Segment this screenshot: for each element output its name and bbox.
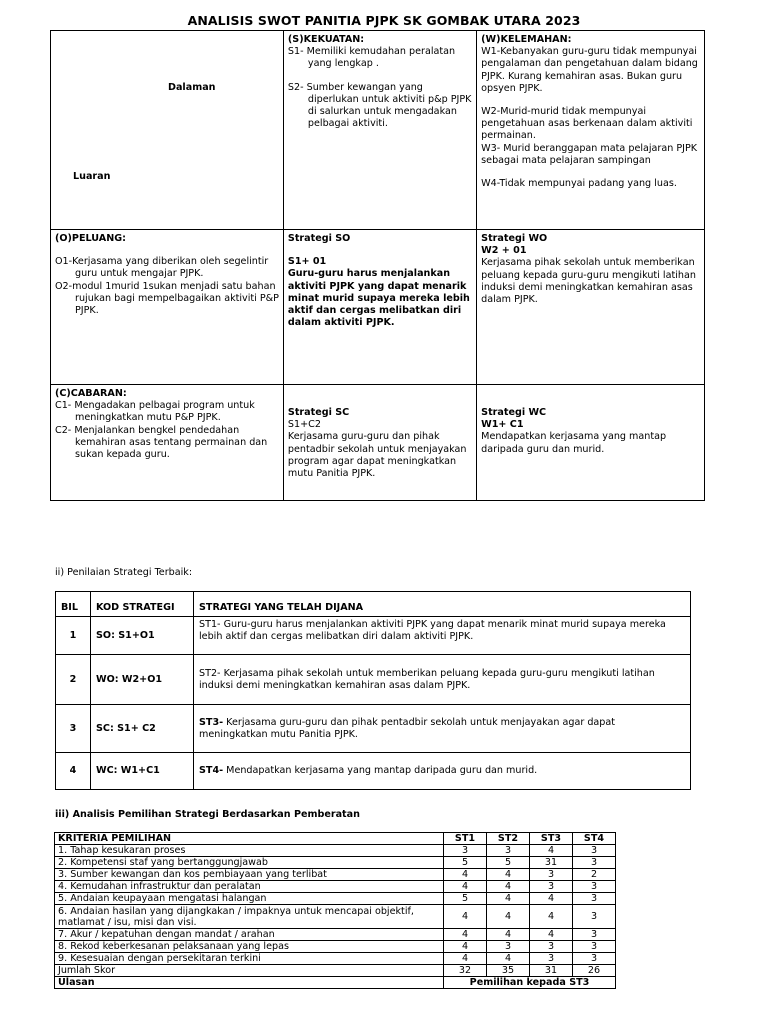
strengths-heading: (S)KEKUATAN (287, 34, 361, 45)
score-st4: 3 (573, 857, 616, 869)
row-kod: WO: W2+O1 (91, 655, 194, 705)
header-st2: ST2 (487, 833, 530, 845)
criteria-table (54, 832, 616, 989)
table-row (55, 893, 616, 905)
criteria-cell: 3. Sumber kewangan dan kos pembiayaan yang terlibat (55, 869, 444, 881)
swot-table (50, 30, 705, 501)
score-st1: 4 (444, 881, 487, 893)
weaknesses-cell: (W)KELEMAHAN: W1-Kebanyakan guru-guru tidak mempunyai pengalaman dan pengetahuan dalam bidang PJPK. Kurang kemahiran asas. Bukan guru opsyen PJPK. W2-Murid-murid tidak mempunyai pengetahuan asas berkenaan dalam aktiviti permainan. W3- Murid beranggapan mata pelajaran PJPK sebagai mata pelajaran sampingan W4-Tidak mempunyai padang yang luas. (477, 31, 705, 230)
total-st1: 32 (444, 965, 487, 977)
score-st3: 3 (530, 881, 573, 893)
score-st3: 4 (530, 893, 573, 905)
table-row (55, 869, 616, 881)
criteria-cell: 1. Tahap kesukaran proses (55, 845, 444, 857)
weaknesses-heading: (W)KELEMAHAN (481, 34, 568, 45)
section-ii-heading: ii) Penilaian Strategi Terbaik: (55, 567, 193, 578)
opportunity-item: O1-Kerjasama yang diberikan oleh segelintir guru untuk mengajar PJPK. (55, 256, 269, 280)
row-strategi: ST4- Mendapatkan kerjasama yang mantap daripada guru dan murid. (194, 753, 691, 790)
criteria-cell: 6. Andaian hasilan yang dijangkakan / impaknya untuk mencapai objektif, matlamat / isu, misi dan visi. (55, 905, 444, 929)
criteria-cell: 2. Kompetensi staf yang bertanggungjawab (55, 857, 444, 869)
header-bil: BIL (56, 592, 91, 617)
threats-heading: (C)CABARAN (55, 388, 123, 399)
row-bil: 4 (56, 753, 91, 790)
table-row (55, 881, 616, 893)
table-row (55, 857, 616, 869)
table-row (56, 705, 691, 753)
header-st3: ST3 (530, 833, 573, 845)
ulasan-text: Pemilihan kepada ST3 (444, 977, 616, 989)
table-row (55, 929, 616, 941)
score-st1: 3 (444, 845, 487, 857)
row-bil: 3 (56, 705, 91, 753)
score-st2: 3 (487, 845, 530, 857)
score-st4: 3 (573, 905, 616, 929)
strategy-sc-text: Kerjasama guru-guru dan pihak pentadbir sekolah untuk menjayakan program agar dapat meningkatkan mutu Panitia PJPK. (287, 431, 467, 480)
score-st2: 4 (487, 953, 530, 965)
total-st3: 31 (530, 965, 573, 977)
score-st1: 5 (444, 857, 487, 869)
table-row (56, 655, 691, 705)
score-st4: 2 (573, 869, 616, 881)
threat-item: C1- Mengadakan pelbagai program untuk meningkatkan mutu P&P PJPK. (55, 400, 255, 424)
score-st3: 4 (530, 905, 573, 929)
strategy-sc-heading: Strategi SC (287, 407, 350, 418)
score-st3: 3 (530, 941, 573, 953)
score-st2: 5 (487, 857, 530, 869)
score-st4: 3 (573, 845, 616, 857)
dalaman-label: Dalaman (168, 82, 216, 93)
score-st4: 3 (573, 929, 616, 941)
score-st1: 4 (444, 905, 487, 929)
luaran-label: Luaran (73, 171, 111, 182)
criteria-table-header (55, 833, 616, 845)
criteria-cell: 7. Akur / kepatuhan dengan mandat / arahan (55, 929, 444, 941)
weakness-item: W1-Kebanyakan guru-guru tidak mempunyai pengalaman dan pengetahuan dalam bidang PJPK. Kurang kemahiran asas. Bukan guru opsyen PJPK. (481, 46, 698, 94)
table-row (55, 905, 616, 929)
strategy-table-header (56, 592, 691, 617)
row-bil: 1 (56, 617, 91, 655)
score-st3: 3 (530, 953, 573, 965)
swot-corner-cell (51, 31, 284, 230)
score-st2: 3 (487, 941, 530, 953)
row-kod: SO: S1+O1 (91, 617, 194, 655)
opportunities-heading: (O)PELUANG (55, 233, 123, 244)
score-st3: 3 (530, 869, 573, 881)
score-st2: 4 (487, 881, 530, 893)
weakness-item: W3- Murid beranggapan mata pelajaran PJPK sebagai mata pelajaran sampingan (481, 142, 698, 166)
total-row (55, 965, 616, 977)
strategy-wo-cell (477, 230, 705, 385)
score-st4: 3 (573, 941, 616, 953)
strength-item: S1- Memiliki kemudahan peralatan yang lengkap . (287, 46, 456, 70)
score-st3: 31 (530, 857, 573, 869)
row-strategi: ST2- Kerjasama pihak sekolah untuk memberikan peluang kepada guru-guru mengikuti latihan induksi demi meningkatkan kemahiran asas dalam PJPK. (194, 655, 691, 705)
strategy-wo-combo: W2 + 01 (481, 245, 527, 257)
header-kriteria: KRITERIA PEMILIHAN (55, 833, 444, 845)
header-kod: KOD STRATEGI (91, 592, 194, 617)
strategy-table (55, 591, 691, 790)
strategy-wo-text: Kerjasama pihak sekolah untuk memberikan peluang kepada guru-guru mengikuti latihan induksi demi meningkatkan kemahiran asas dalam PJPK. (481, 257, 696, 306)
strategy-so-combo: S1+ 01 (287, 256, 327, 268)
table-row (56, 617, 691, 655)
score-st2: 4 (487, 893, 530, 905)
threats-cell: (C)CABARAN: C1- Mengadakan pelbagai program untuk meningkatkan mutu P&P PJPK. C2- Menjalankan bengkel pendedahan kemahiran asas tentang permainan dan sukan kepada guru. (51, 385, 284, 501)
score-st2: 4 (487, 869, 530, 881)
header-st4: ST4 (573, 833, 616, 845)
strategy-wc-combo: W1+ C1 (481, 419, 524, 431)
score-st1: 5 (444, 893, 487, 905)
row-strategi: ST3- Kerjasama guru-guru dan pihak pentadbir sekolah untuk menjayakan agar dapat meningkatkan mutu Panitia PJPK. (194, 705, 691, 753)
row-kod: SC: S1+ C2 (91, 705, 194, 753)
threat-item: C2- Menjalankan bengkel pendedahan kemahiran asas tentang permainan dan sukan kepada guru. (55, 424, 268, 461)
score-st2: 4 (487, 929, 530, 941)
header-st1: ST1 (444, 833, 487, 845)
strategy-wo-heading: Strategi WO (481, 233, 548, 244)
strategy-sc-combo: S1+C2 (287, 419, 321, 431)
table-row (56, 753, 691, 790)
strategy-wc-text: Mendapatkan kerjasama yang mantap daripada guru dan murid. (481, 431, 667, 455)
opportunities-cell: (O)PELUANG: O1-Kerjasama yang diberikan oleh segelintir guru untuk mengajar PJPK. O2-modul 1murid 1sukan menjadi satu bahan rujukan bagi mempelbagaikan aktiviti P&P PJPK. (51, 230, 284, 385)
strategy-so-text: Guru-guru harus menjalankan aktiviti PJPK yang dapat menarik minat murid supaya mereka lebih aktif dan cergas melibatkan diri dalam aktiviti PJPK. (287, 268, 470, 329)
row-bil: 2 (56, 655, 91, 705)
total-label: Jumlah Skor (55, 965, 444, 977)
header-strategi: STRATEGI YANG TELAH DIJANA (194, 592, 691, 617)
table-row (55, 941, 616, 953)
row-strategi: ST1- Guru-guru harus menjalankan aktiviti PJPK yang dapat menarik minat murid supaya mereka lebih aktif dan cergas melibatkan diri dalam aktiviti PJPK. (194, 617, 691, 655)
score-st3: 4 (530, 929, 573, 941)
score-st1: 4 (444, 929, 487, 941)
score-st4: 3 (573, 881, 616, 893)
score-st4: 3 (573, 953, 616, 965)
score-st1: 4 (444, 953, 487, 965)
weakness-item: W4-Tidak mempunyai padang yang luas. (481, 178, 677, 190)
row-kod: WC: W1+C1 (91, 753, 194, 790)
total-st2: 35 (487, 965, 530, 977)
criteria-cell: 9. Kesesuaian dengan persekitaran terkini (55, 953, 444, 965)
score-st4: 3 (573, 893, 616, 905)
strategy-so-cell (283, 230, 476, 385)
strengths-cell: (S)KEKUATAN: S1- Memiliki kemudahan peralatan yang lengkap . S2- Sumber kewangan yang diperlukan untuk aktiviti p&p PJPK di salurkan untuk mengadakan pelbagai aktiviti. (283, 31, 476, 230)
opportunity-item: O2-modul 1murid 1sukan menjadi satu bahan rujukan bagi mempelbagaikan aktiviti P&P PJPK. (55, 280, 279, 317)
strategy-wc-heading: Strategi WC (481, 407, 547, 418)
strategy-sc-cell (283, 385, 476, 501)
ulasan-row (55, 977, 616, 989)
strength-item: S2- Sumber kewangan yang diperlukan untuk aktiviti p&p PJPK di salurkan untuk mengadakan pelbagai aktiviti. (287, 81, 472, 130)
strategy-so-heading: Strategi SO (287, 233, 351, 244)
total-st4: 26 (573, 965, 616, 977)
score-st1: 4 (444, 941, 487, 953)
score-st1: 4 (444, 869, 487, 881)
criteria-cell: 4. Kemudahan infrastruktur dan peralatan (55, 881, 444, 893)
weakness-item: W2-Murid-murid tidak mempunyai pengetahuan asas berkenaan dalam aktiviti permainan. (481, 106, 693, 142)
table-row (55, 845, 616, 857)
score-st3: 4 (530, 845, 573, 857)
section-iii-heading: iii) Analisis Pemilihan Strategi Berdasarkan Pemberatan (55, 809, 360, 820)
criteria-rows (55, 845, 616, 965)
score-st2: 4 (487, 905, 530, 929)
table-row (55, 953, 616, 965)
strategy-wc-cell (477, 385, 705, 501)
page-title: ANALISIS SWOT PANITIA PJPK SK GOMBAK UTARA 2023 (187, 13, 581, 28)
ulasan-label: Ulasan (55, 977, 444, 989)
criteria-cell: 8. Rekod keberkesanan pelaksanaan yang lepas (55, 941, 444, 953)
criteria-cell: 5. Andaian keupayaan mengatasi halangan (55, 893, 444, 905)
